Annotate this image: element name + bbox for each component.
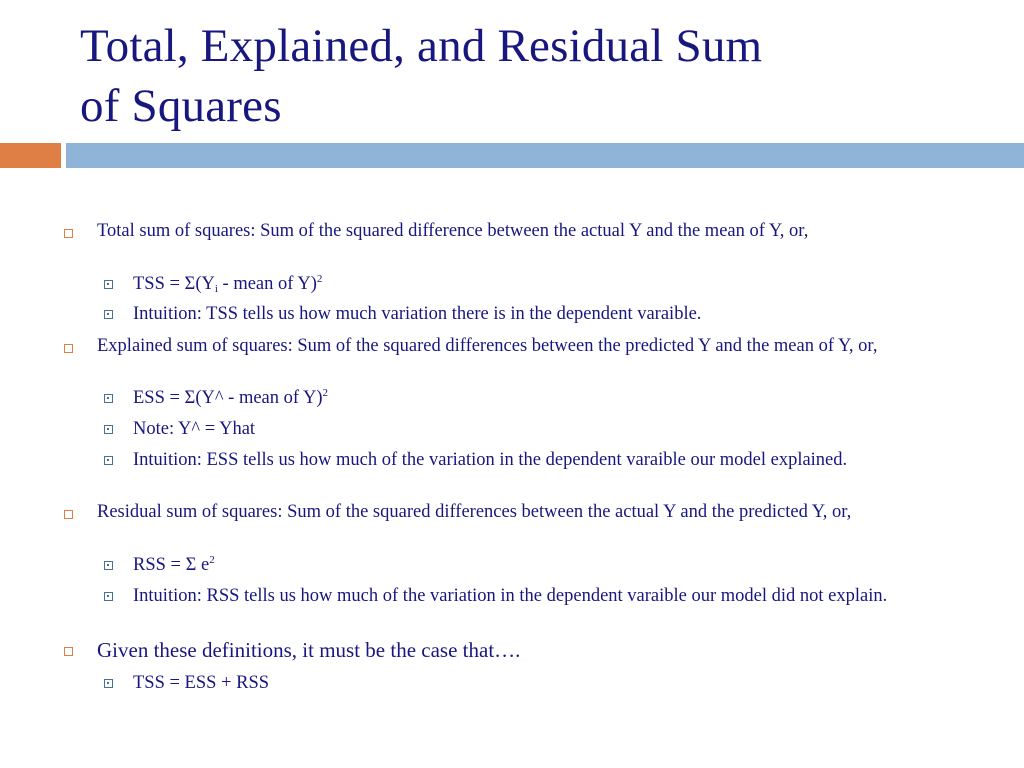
rss-formula-superscript: 2: [209, 554, 215, 566]
square-bullet-icon: [64, 229, 73, 238]
bullet-tss-intuition: Intuition: TSS tells us how much variation there is in the dependent varaible.: [133, 304, 702, 324]
bullet-tss-formula: [133, 274, 973, 295]
slide-title-line1: Total, Explained, and Residual Sum: [80, 20, 763, 72]
square-bullet-icon: [64, 510, 73, 519]
tss-formula-subscript: i: [214, 283, 218, 295]
bullet-ess-formula: [133, 388, 973, 409]
square-bullet-icon: [104, 280, 113, 289]
square-bullet-icon: [64, 647, 73, 656]
bullet-rss-formula: [133, 555, 973, 576]
bullet-ess-intuition: Intuition: ESS tells us how much of the variation in the dependent varaible our model explained.: [133, 450, 848, 470]
bullet-ess-note: Note: Y^ = Yhat: [133, 419, 256, 439]
bullet-ess-definition: Explained sum of squares: Sum of the squared differences between the predicted Y and the mean of Y, or,: [97, 336, 878, 356]
tss-formula-superscript: 2: [316, 273, 323, 285]
square-bullet-icon: [64, 344, 73, 353]
tss-formula-middle: - mean of Y): [217, 274, 317, 294]
ess-formula-prefix: ESS = Σ(Y^ - mean of Y): [133, 388, 323, 408]
square-bullet-icon: [104, 394, 113, 403]
ess-formula-superscript: 2: [322, 387, 328, 399]
bullet-identity: TSS = ESS + RSS: [133, 673, 270, 693]
rss-formula-prefix: RSS = Σ e: [133, 555, 210, 575]
bullet-rss-definition: Residual sum of squares: Sum of the squared differences between the actual Y and the predicted Y, or,: [97, 502, 852, 522]
square-bullet-icon: [104, 425, 113, 434]
square-bullet-icon: [104, 456, 113, 465]
slide-title-line2: of Squares: [80, 80, 282, 132]
square-bullet-icon: [104, 592, 113, 601]
square-bullet-icon: [104, 310, 113, 319]
bullet-given-definitions: Given these definitions, it must be the case that….: [97, 638, 521, 662]
bullet-rss-intuition: Intuition: RSS tells us how much of the variation in the dependent varaible our model did not explain.: [133, 586, 888, 606]
square-bullet-icon: [104, 679, 113, 688]
tss-formula-prefix: TSS = Σ(Y: [133, 274, 215, 294]
square-bullet-icon: [104, 561, 113, 570]
bullet-tss-definition: Total sum of squares: Sum of the squared difference between the actual Y and the mean of Y, or,: [97, 221, 809, 241]
